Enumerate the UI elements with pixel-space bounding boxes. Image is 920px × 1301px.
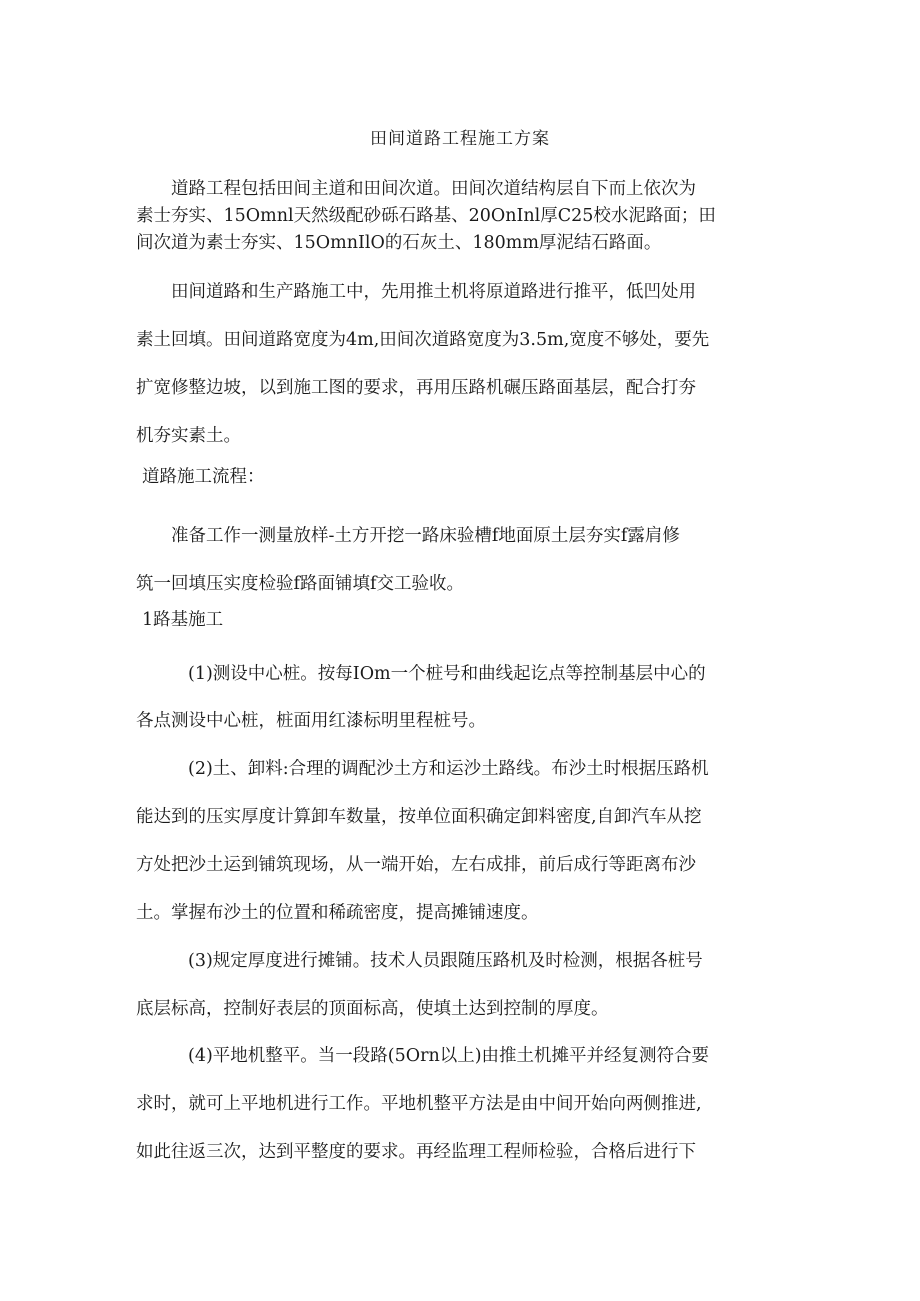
paragraph-step-3 <box>136 937 791 1033</box>
text-line: 田间道路和生产路施工中，先用推土机将原道路进行推平，低凹处用 <box>171 282 696 302</box>
text-line: 筑一回填压实度检验f路面铺填f交工验收。 <box>136 574 464 594</box>
paragraph-step-1 <box>136 651 791 745</box>
paragraph-road-structure <box>136 176 791 257</box>
section-heading: 道路施工流程： <box>142 467 265 487</box>
paragraph-step-4 <box>136 1032 791 1176</box>
text-line: 如此往返三次，达到平整度的要求。再经监理工程师检验，合格后进行下 <box>136 1142 696 1162</box>
text-line: (1)测设中心桩。按每IOm一个桩号和曲线起讫点等控制基层中心的 <box>188 664 706 684</box>
paragraph-flow-steps <box>136 512 791 608</box>
text-line: 素土回填。田间道路宽度为4m,田间次道路宽度为3.5m,宽度不够处，要先 <box>136 330 710 350</box>
text-line: 间次道为素士夯实、15OmnIlO的石灰土、180mm厚泥结石路面。 <box>136 233 662 253</box>
section-heading: 1路基施工 <box>142 610 224 630</box>
paragraph-flow-heading <box>136 462 791 492</box>
text-line: 各点测设中心桩，桩面用红漆标明里程桩号。 <box>136 711 486 731</box>
text-line: 土。掌握布沙土的位置和稀疏密度，提高摊铺速度。 <box>136 903 539 923</box>
text-line: 准备工作一测量放样-土方开挖一路床验槽f地面原土层夯实f露肩修 <box>171 526 680 546</box>
paragraph-step-2 <box>136 745 791 937</box>
text-line: 机夯实素土。 <box>136 426 241 446</box>
text-line: 底层标高，控制好表层的顶面标高，使填土达到控制的厚度。 <box>136 999 609 1019</box>
text-line: 道路工程包括田间主道和田间次道。田间次道结构层自下而上依次为 <box>171 179 696 199</box>
text-line: (3)规定厚度进行摊铺。技术人员跟随压路机及时检测，根据各桩号 <box>188 951 703 971</box>
paragraph-construction-method <box>136 268 791 460</box>
text-line: (4)平地机整平。当一段路(5Orn以上)由推土机摊平并经复测符合要 <box>188 1046 710 1066</box>
text-line: (2)土、卸料:合理的调配沙土方和运沙土路线。布沙土时根据压路机 <box>188 759 709 779</box>
text-line: 扩宽修整边坡，以到施工图的要求，再用压路机碾压路面基层，配合打夯 <box>136 378 696 398</box>
text-line: 能达到的压实厚度计算卸车数量，按单位面积确定卸料密度,自卸汽车从挖 <box>136 807 702 827</box>
document-title: 田间道路工程施工方案 <box>370 129 550 149</box>
paragraph-subgrade-heading <box>136 605 791 635</box>
text-line: 方处把沙土运到铺筑现场，从一端开始，左右成排，前后成行等距离布沙 <box>136 855 696 875</box>
text-line: 求时，就可上平地机进行工作。平地机整平方法是由中间开始向两侧推进, <box>136 1094 702 1114</box>
text-line: 素士夯实、15Omnl天然级配砂砾石路基、20OnInl厚C25校水泥路面；田 <box>136 206 716 226</box>
